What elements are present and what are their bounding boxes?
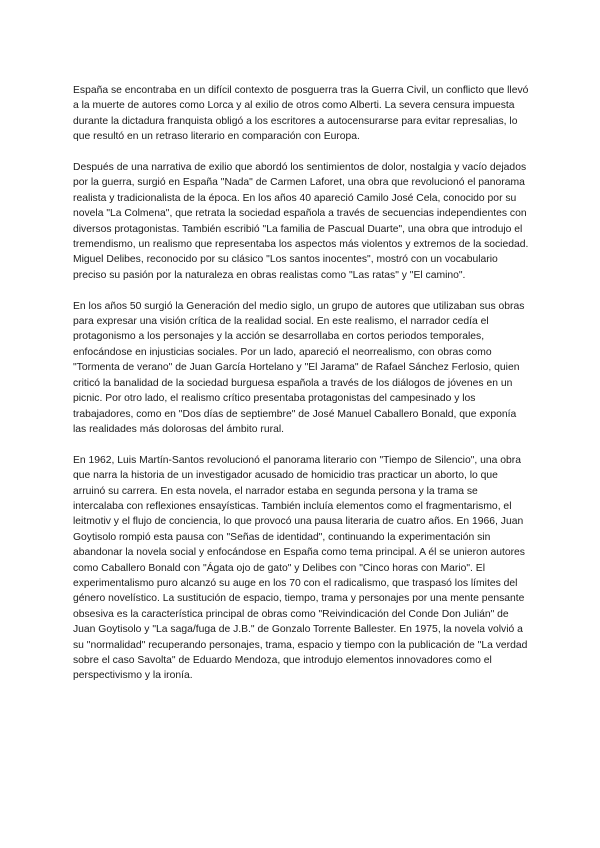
- document-page: [73, 83, 531, 699]
- paragraph-generacion-medio-siglo: En los años 50 surgió la Generación del medio siglo, un grupo de autores que utilizaban sus obras para expresar una visión crítica de la realidad social. En este realismo, el narrador cedía el protagonismo a los personajes y la acción se desarrollaba en cortos periodos temporales, enfocándose en injusticias sociales. Por un lado, apareció el neorrealismo, con obras como "Tormenta de verano" de Juan García Hortelano y "El Jarama" de Rafael Sánchez Ferlosio, quien criticó la banalidad de la sociedad burguesa española a través de los diálogos de jóvenes en un picnic. Por otro lado, el realismo crítico presentaba protagonistas del campesinado y los trabajadores, como en "Dos días de septiembre" de José Manuel Caballero Bonald, que exponía las realidades más dolorosas del ámbito rural.: [73, 300, 525, 435]
- paragraph-exilio-y-realismo: Después de una narrativa de exilio que abordó los sentimientos de dolor, nostalgia y vacío dejados por la guerra, surgió en España "Nada" de Carmen Laforet, una obra que revolucionó el panorama realista y tradicionalista de la época. En los años 40 apareció Camilo José Cela, conocido por su novela "La Colmena", que retrata la sociedad española a través de secuencias independientes con diversos protagonistas. También escribió "La familia de Pascual Duarte", una obra que introdujo el tremendismo, un realismo que representaba los aspectos más violentos y extremos de la sociedad. Miguel Delibes, reconocido por su clásico "Los santos inocentes", mostró con un vocabulario preciso su pasión por la naturaleza en obras realistas como "Las ratas" y "El camino".: [73, 162, 529, 281]
- paragraph-experimentalismo: En 1962, Luis Martín-Santos revolucionó el panorama literario con "Tiempo de Silencio", una obra que narra la historia de un investigador acusado de homicidio tras practicar un aborto, lo que arruinó su carrera. En esta novela, el narrador estaba en segunda persona y la trama se intercalaba con reflexiones ensayísticas. También incluía elementos como el fragmentarismo, el leitmotiv y el flujo de conciencia, lo que provocó una pausa literaria de cuatro años. En 1966, Juan Goytisolo rompió esta pausa con "Señas de identidad", continuando la experimentación sin abandonar la novela social y enfocándose en España como tema principal. A él se unieron autores como Caballero Bonald con "Ágata ojo de gato" y Delibes con "Cinco horas con Mario". El experimentalismo puro alcanzó su auge en los 70 con el radicalismo, que traspasó los límites del género novelístico. La sustitución de espacio, tiempo, trama y personajes por una mente pensante obsesiva es la característica principal de obras como "Reivindicación del Conde Don Julián" de Juan Goytisolo y "La saga/fuga de J.B." de Gonzalo Torrente Ballester. En 1975, la novela volvió a su "normalidad" recuperando personajes, trama, espacio y tiempo con la publicación de "La verdad sobre el caso Savolta" de Eduardo Mendoza, que introdujo elementos innovadores como el perspectivismo y la ironía.: [73, 454, 528, 682]
- paragraph-posguerra: España se encontraba en un difícil contexto de posguerra tras la Guerra Civil, un conflicto que llevó a la muerte de autores como Lorca y al exilio de otros como Alberti. La severa censura impuesta durante la dictadura franquista obligó a los escritores a autocensurarse para evitar represalias, lo que resultó en un retraso literario en comparación con Europa.: [73, 85, 529, 143]
